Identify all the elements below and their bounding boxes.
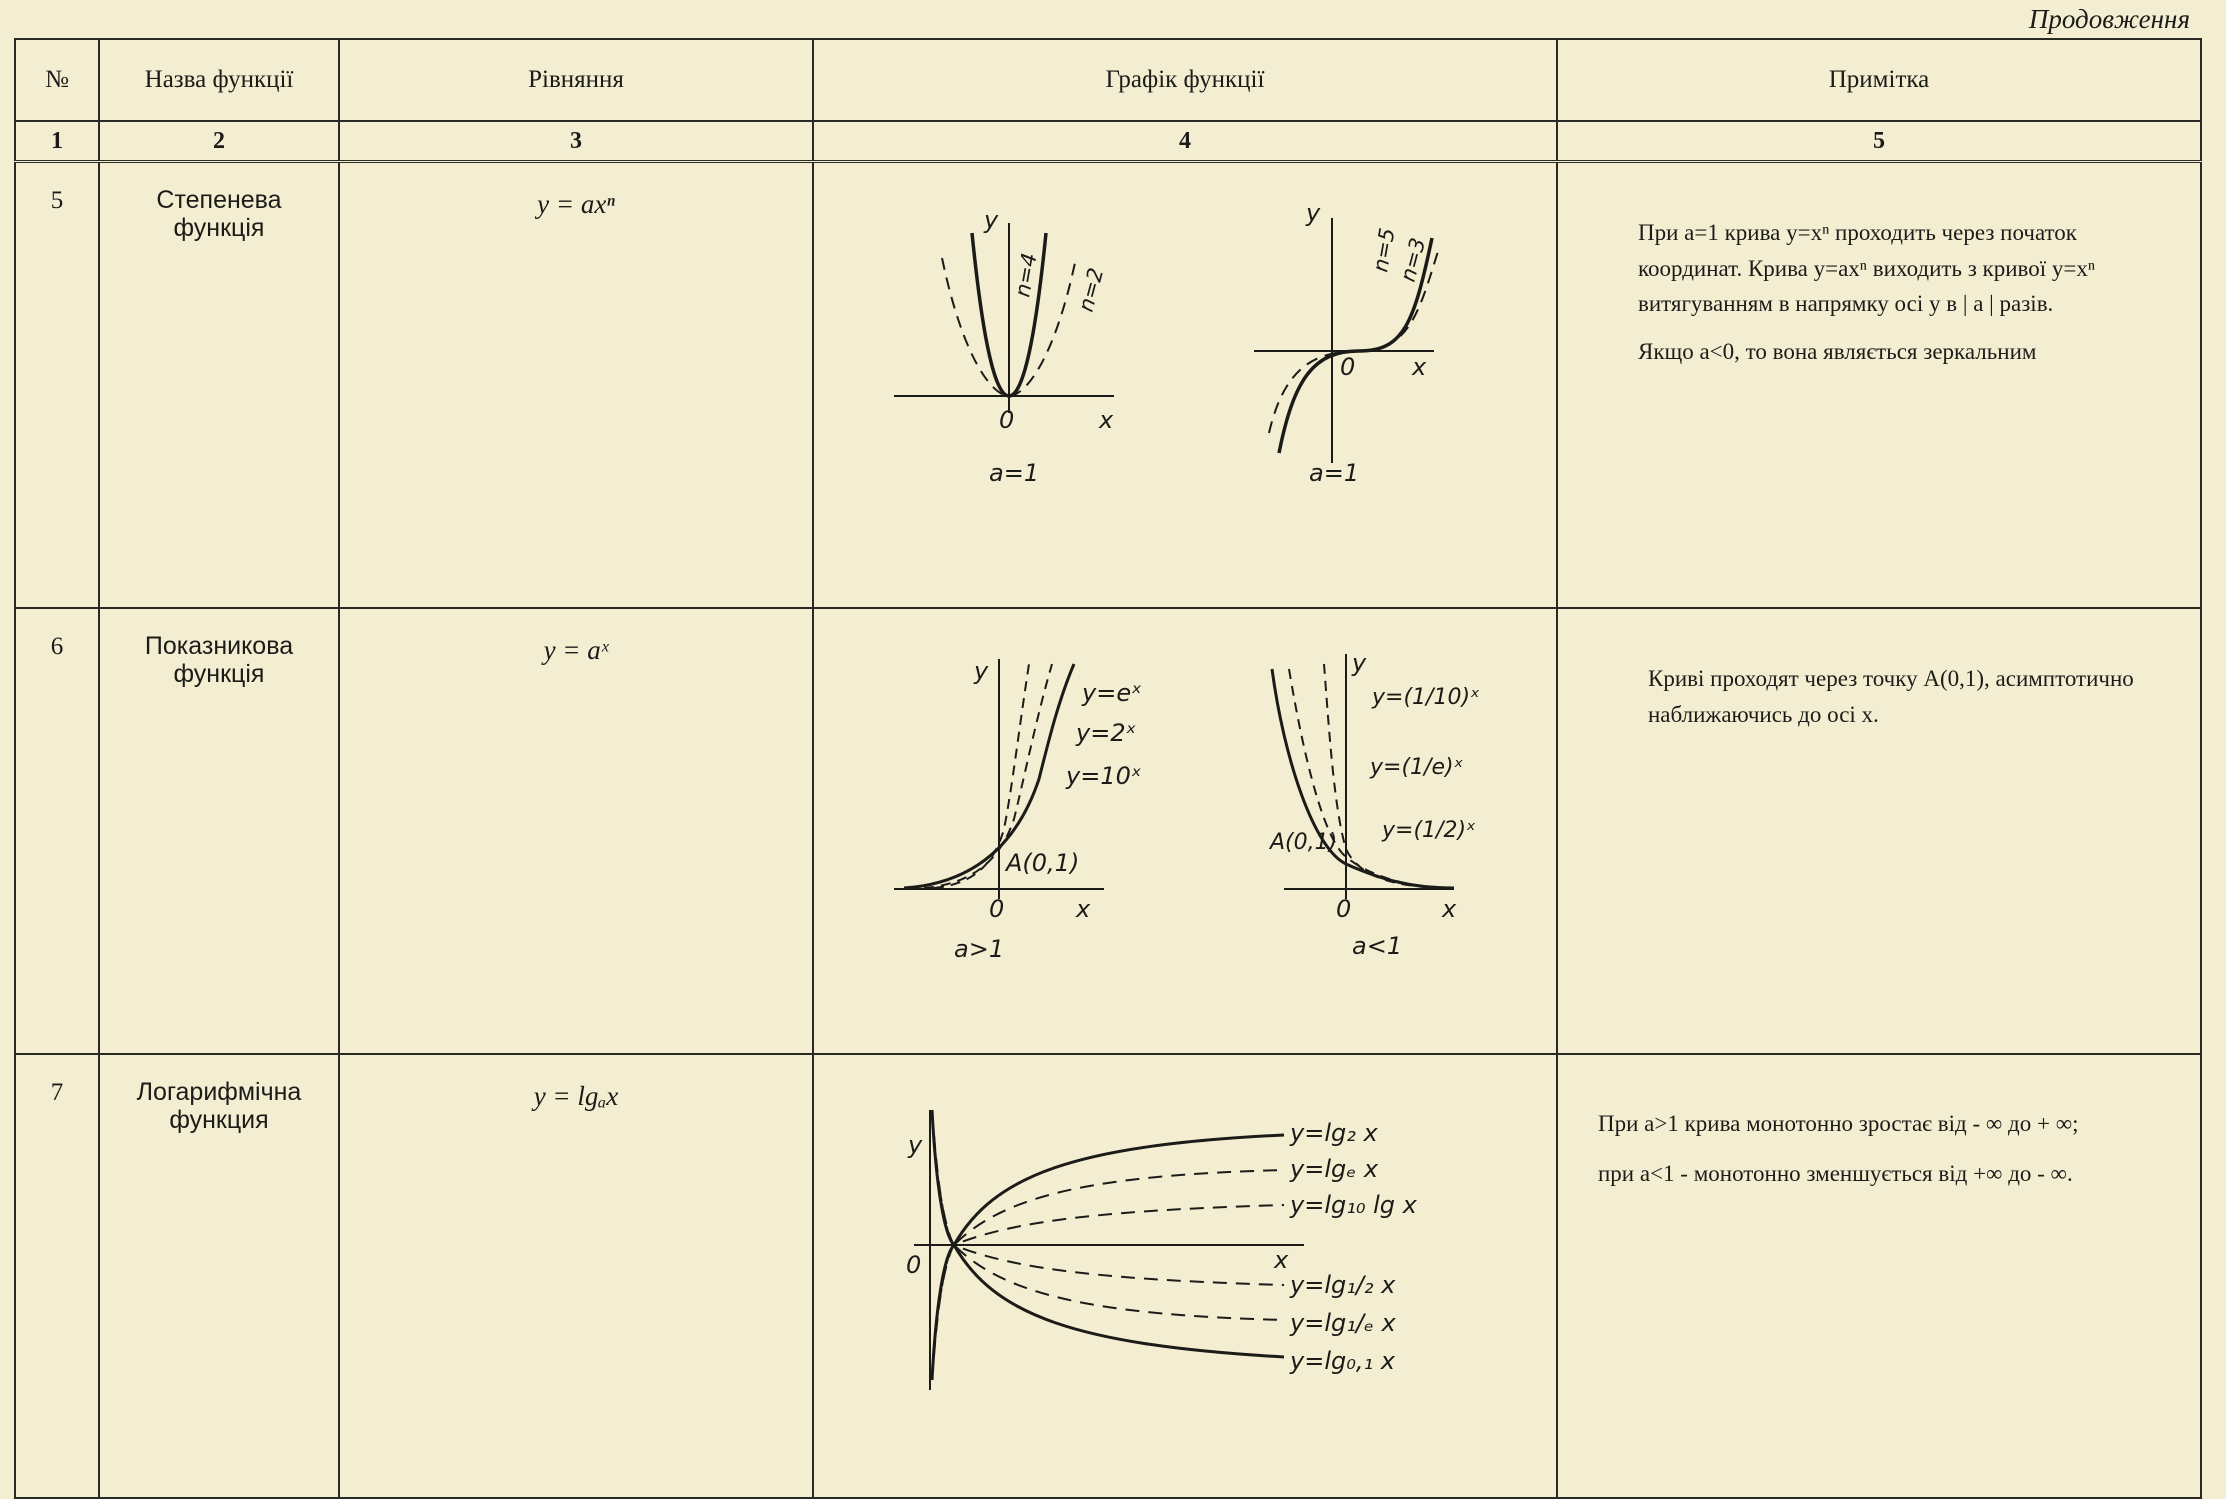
function-name-line2: функция	[169, 1105, 269, 1134]
table-row-logarithmic	[15, 1054, 2201, 1498]
table-row-power	[15, 162, 2201, 609]
point-label: A(0,1)	[1270, 830, 1338, 855]
caption-a1: a=1	[1309, 459, 1360, 487]
note-cell	[1557, 608, 2201, 1054]
column-number-row	[15, 121, 2201, 162]
curve-label-lg2: y=lg₂ x	[1290, 1119, 1378, 1147]
curve-label-10: y=10ˣ	[1066, 762, 1142, 790]
function-name-line2: функція	[173, 659, 265, 688]
equation: y = lgₐx	[339, 1054, 813, 1498]
col-header-name: Назва функції	[99, 39, 339, 121]
note-text: При a>1 крива монотонно зростає від - ∞ до + ∞;	[1598, 1111, 2079, 1136]
origin-label: 0	[989, 895, 1005, 923]
functions-table	[14, 38, 2202, 1499]
curve-label-lg10: y=lg₁₀ lg x	[1290, 1191, 1417, 1219]
graph-cell	[813, 1054, 1557, 1498]
curve-label-1-e: y=(1/e)ˣ	[1370, 755, 1464, 780]
curve-label-lge: y=lgₑ x	[1290, 1155, 1379, 1183]
col-number: 5	[1557, 121, 2201, 162]
curve-label-1-10: y=(1/10)ˣ	[1372, 685, 1480, 710]
row-number: 7	[15, 1054, 99, 1498]
continued-label: Продовження	[2028, 4, 2190, 34]
function-name	[99, 162, 339, 609]
axis-label-x: x	[1442, 895, 1457, 923]
curve-label-n2: n=2	[1073, 265, 1109, 315]
origin-label: 0	[1336, 895, 1352, 923]
col-header-note: Примітка	[1557, 39, 2201, 121]
axis-label-y: y	[984, 206, 999, 234]
curve-label-1-2: y=(1/2)ˣ	[1382, 818, 1476, 843]
col-header-graph: Графік функції	[813, 39, 1557, 121]
row-number: 6	[15, 608, 99, 1054]
axis-label-y: y	[908, 1131, 923, 1159]
graph-cell	[813, 608, 1557, 1054]
curve-label-n5: n=5	[1368, 226, 1400, 274]
note-cell	[1557, 1054, 2201, 1498]
axis-label-x: x	[1099, 406, 1114, 434]
function-name-line2: функція	[173, 213, 265, 242]
col-number: 1	[15, 121, 99, 162]
header-row	[15, 39, 2201, 121]
function-name-line1: Логарифмічна	[136, 1078, 302, 1106]
row-number: 5	[15, 162, 99, 609]
curve-label-lg01: y=lg₀,₁ x	[1290, 1347, 1395, 1375]
logarithmic-graphs	[814, 1055, 1554, 1445]
curve-label-2: y=2ˣ	[1076, 719, 1137, 747]
caption-a1: a=1	[989, 459, 1040, 487]
axis-label-y: y	[974, 657, 989, 685]
equation: y = axⁿ	[339, 162, 813, 609]
point-label: A(0,1)	[1006, 849, 1080, 877]
function-name-line1: Степенева	[156, 186, 282, 214]
table-row-exponential	[15, 608, 2201, 1054]
col-header-equation: Рівняння	[339, 39, 813, 121]
function-name	[99, 1054, 339, 1498]
col-number: 4	[813, 121, 1557, 162]
note-text: Якщо a<0, то вона являється зеркальним	[1638, 338, 2037, 364]
note-text: при a<1 - монотонно зменшується від +∞ до - ∞.	[1598, 1160, 2073, 1186]
exponential-graphs	[814, 609, 1554, 999]
note-text: Криві проходят через точку A(0,1), асимптотично наближаючись до осі x.	[1648, 666, 2134, 727]
curve-label-lg1-2: y=lg₁/₂ x	[1290, 1271, 1396, 1299]
function-name	[99, 608, 339, 1054]
curve-label-n3: n=3	[1395, 235, 1431, 285]
col-header-number: №	[15, 39, 99, 121]
caption-a-greater-1: a>1	[954, 935, 1005, 963]
axis-label-x: x	[1274, 1246, 1289, 1274]
equation: y = aˣ	[339, 608, 813, 1054]
curve-label-e: y=eˣ	[1082, 679, 1142, 707]
origin-label: 0	[1340, 353, 1356, 381]
curve-label-lg1-e: y=lg₁/ₑ x	[1290, 1309, 1396, 1337]
note-text: При a=1 крива y=xⁿ проходить через початок координат. Крива y=axⁿ виходить з кривої y=xⁿ витягуванням в напрямку осі y в | a | разів.	[1638, 220, 2096, 317]
curve-label-n4: n=4	[1010, 251, 1042, 299]
axis-label-x: x	[1076, 895, 1091, 923]
note-cell	[1557, 162, 2201, 609]
col-number: 2	[99, 121, 339, 162]
function-name-line1: Показникова	[144, 632, 294, 660]
col-number: 3	[339, 121, 813, 162]
axis-label-y: y	[1306, 199, 1321, 227]
axis-label-x: x	[1412, 353, 1427, 381]
origin-label: 0	[906, 1251, 922, 1279]
graph-cell	[813, 162, 1557, 609]
power-graphs	[814, 163, 1554, 553]
origin-label: 0	[999, 406, 1015, 434]
caption-a-less-1: a<1	[1352, 932, 1403, 960]
axis-label-y: y	[1352, 649, 1367, 677]
